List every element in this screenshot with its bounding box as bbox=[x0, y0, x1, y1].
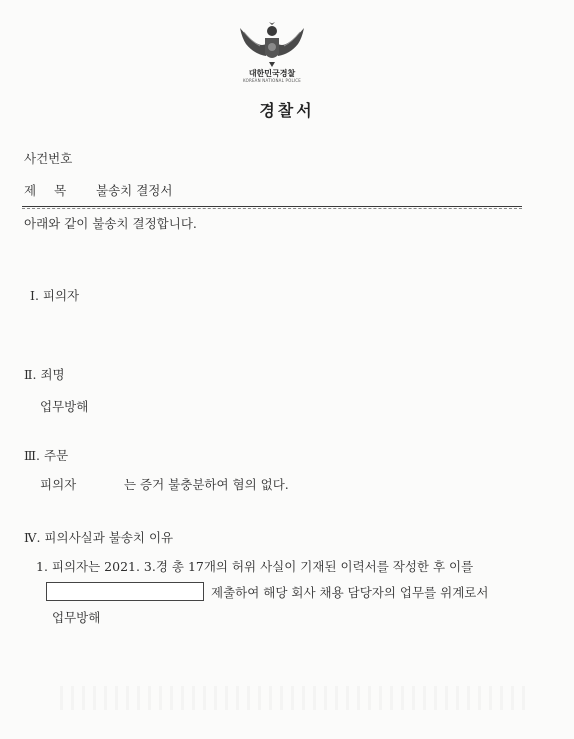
logo-korean-text: 대한민국경찰 bbox=[248, 69, 296, 78]
subject-label: 제목 bbox=[24, 183, 85, 198]
page-title: 경찰서 bbox=[259, 101, 315, 120]
divider-line-dashed bbox=[22, 208, 522, 209]
redaction-box bbox=[46, 582, 204, 601]
subject-value: 불송치 결정서 bbox=[96, 183, 173, 198]
police-eagle-emblem-icon bbox=[236, 22, 308, 68]
faded-text-area bbox=[60, 686, 530, 710]
logo-english-text: KOREAN NATIONAL POLICE bbox=[243, 78, 301, 83]
order-subject: 피의자 bbox=[40, 477, 77, 492]
facts-line-2: 제출하여 해당 회사 채용 담당자의 업무를 위계로서 bbox=[211, 585, 489, 600]
divider-line bbox=[22, 206, 522, 207]
section-order-heading: Ⅲ. 주문 bbox=[24, 448, 69, 463]
section-suspect-heading: Ⅰ. 피의자 bbox=[30, 288, 80, 303]
facts-line-3: 업무방해 bbox=[52, 610, 101, 625]
section-facts-heading: Ⅳ. 피의사실과 불송치 이유 bbox=[24, 530, 174, 545]
facts-line-1: 1. 피의자는 2021. 3.경 총 17개의 허위 사실이 기재된 이력서를 작성한 후 이를 bbox=[36, 559, 474, 574]
order-text: 는 증거 불충분하여 혐의 없다. bbox=[124, 477, 289, 492]
intro-text: 아래와 같이 불송치 결정합니다. bbox=[24, 216, 197, 231]
section-charge-heading: Ⅱ. 죄명 bbox=[24, 367, 65, 382]
charge-value: 업무방해 bbox=[40, 399, 89, 414]
case-number-label: 사건번호 bbox=[24, 151, 73, 166]
police-logo bbox=[236, 22, 308, 82]
